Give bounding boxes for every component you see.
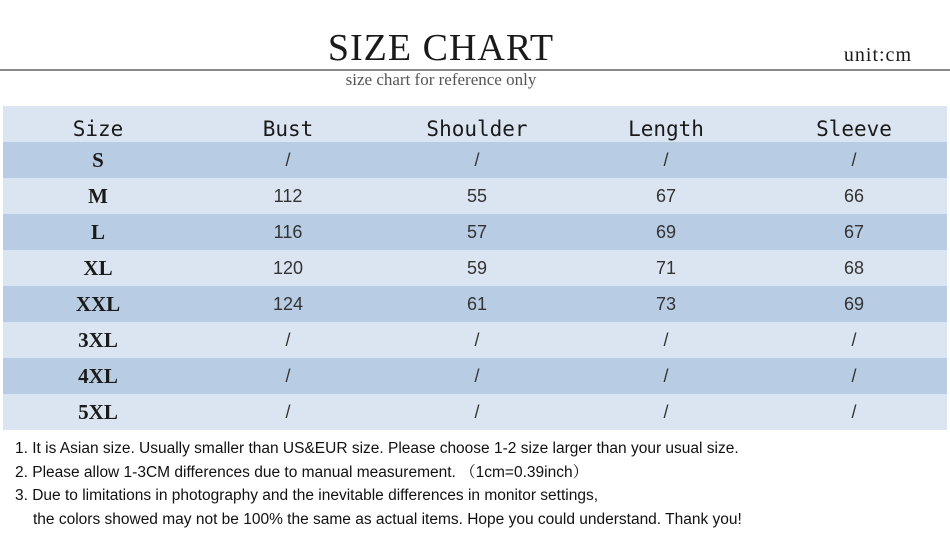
table-row [3, 178, 947, 214]
shoulder-cell: 55 [466, 186, 488, 206]
sleeve-cell: 66 [843, 186, 865, 206]
shoulder-cell: / [474, 402, 480, 422]
unit-label: unit:cm [843, 44, 912, 66]
table-row [3, 214, 947, 250]
note-item-continuation: the colors showed may not be 100% the same as actual items. Hope you could understand. Thank you! [33, 510, 742, 528]
table-row [3, 322, 947, 358]
shoulder-cell: 59 [466, 258, 488, 278]
subtitle: size chart for reference only [345, 70, 537, 89]
note-item: 1. It is Asian size. Usually smaller than US&EUR size. Please choose 1-2 size larger than your usual size. [15, 440, 739, 457]
column-header-bust: Bust [262, 117, 314, 141]
length-cell: / [663, 330, 669, 350]
note-item: 3. Due to limitations in photography and the inevitable differences in monitor settings, [15, 487, 599, 504]
table-row [3, 394, 947, 430]
length-cell: 67 [655, 186, 677, 206]
page-title: SIZE CHART [327, 27, 555, 69]
length-cell: / [663, 402, 669, 422]
bust-cell: 124 [272, 294, 304, 314]
size-cell: XXL [75, 292, 121, 316]
size-cell: M [88, 184, 108, 208]
length-cell: / [663, 366, 669, 386]
size-table [3, 106, 947, 430]
length-cell: 71 [655, 258, 677, 278]
bust-cell: / [285, 330, 291, 350]
sleeve-cell: / [851, 150, 857, 170]
shoulder-cell: / [474, 366, 480, 386]
size-cell: 4XL [78, 364, 118, 388]
size-cell: 5XL [78, 400, 118, 424]
size-cell: XL [83, 256, 113, 280]
sleeve-cell: / [851, 330, 857, 350]
shoulder-cell: 61 [466, 294, 488, 314]
length-cell: 73 [655, 294, 677, 314]
size-notes [15, 437, 742, 531]
bust-cell: / [285, 366, 291, 386]
bust-cell: 112 [273, 186, 303, 206]
sleeve-cell: 68 [843, 258, 865, 278]
column-header-length: Length [628, 117, 704, 141]
size-cell: L [90, 220, 105, 244]
shoulder-cell: / [474, 150, 480, 170]
table-row [3, 286, 947, 322]
table-row [3, 250, 947, 286]
sleeve-cell: 69 [843, 294, 865, 314]
bust-cell: / [285, 402, 291, 422]
sleeve-cell: / [851, 402, 857, 422]
column-header-sleeve: Sleeve [816, 117, 892, 141]
table-row [3, 142, 947, 178]
shoulder-cell: 57 [466, 222, 488, 242]
size-cell: S [92, 148, 104, 172]
length-cell: / [663, 150, 669, 170]
bust-cell: / [285, 150, 291, 170]
note-item: 2. Please allow 1-3CM differences due to manual measurement. （1cm=0.39inch） [15, 463, 589, 481]
length-cell: 69 [655, 222, 677, 242]
sleeve-cell: / [851, 366, 857, 386]
sleeve-cell: 67 [843, 222, 865, 242]
shoulder-cell: / [474, 330, 480, 350]
size-cell: 3XL [78, 328, 118, 352]
column-header-shoulder: Shoulder [426, 117, 528, 141]
bust-cell: 116 [273, 222, 303, 242]
table-header-row [3, 106, 947, 142]
table-row [3, 358, 947, 394]
column-header-size: Size [72, 117, 124, 141]
bust-cell: 120 [272, 258, 304, 278]
